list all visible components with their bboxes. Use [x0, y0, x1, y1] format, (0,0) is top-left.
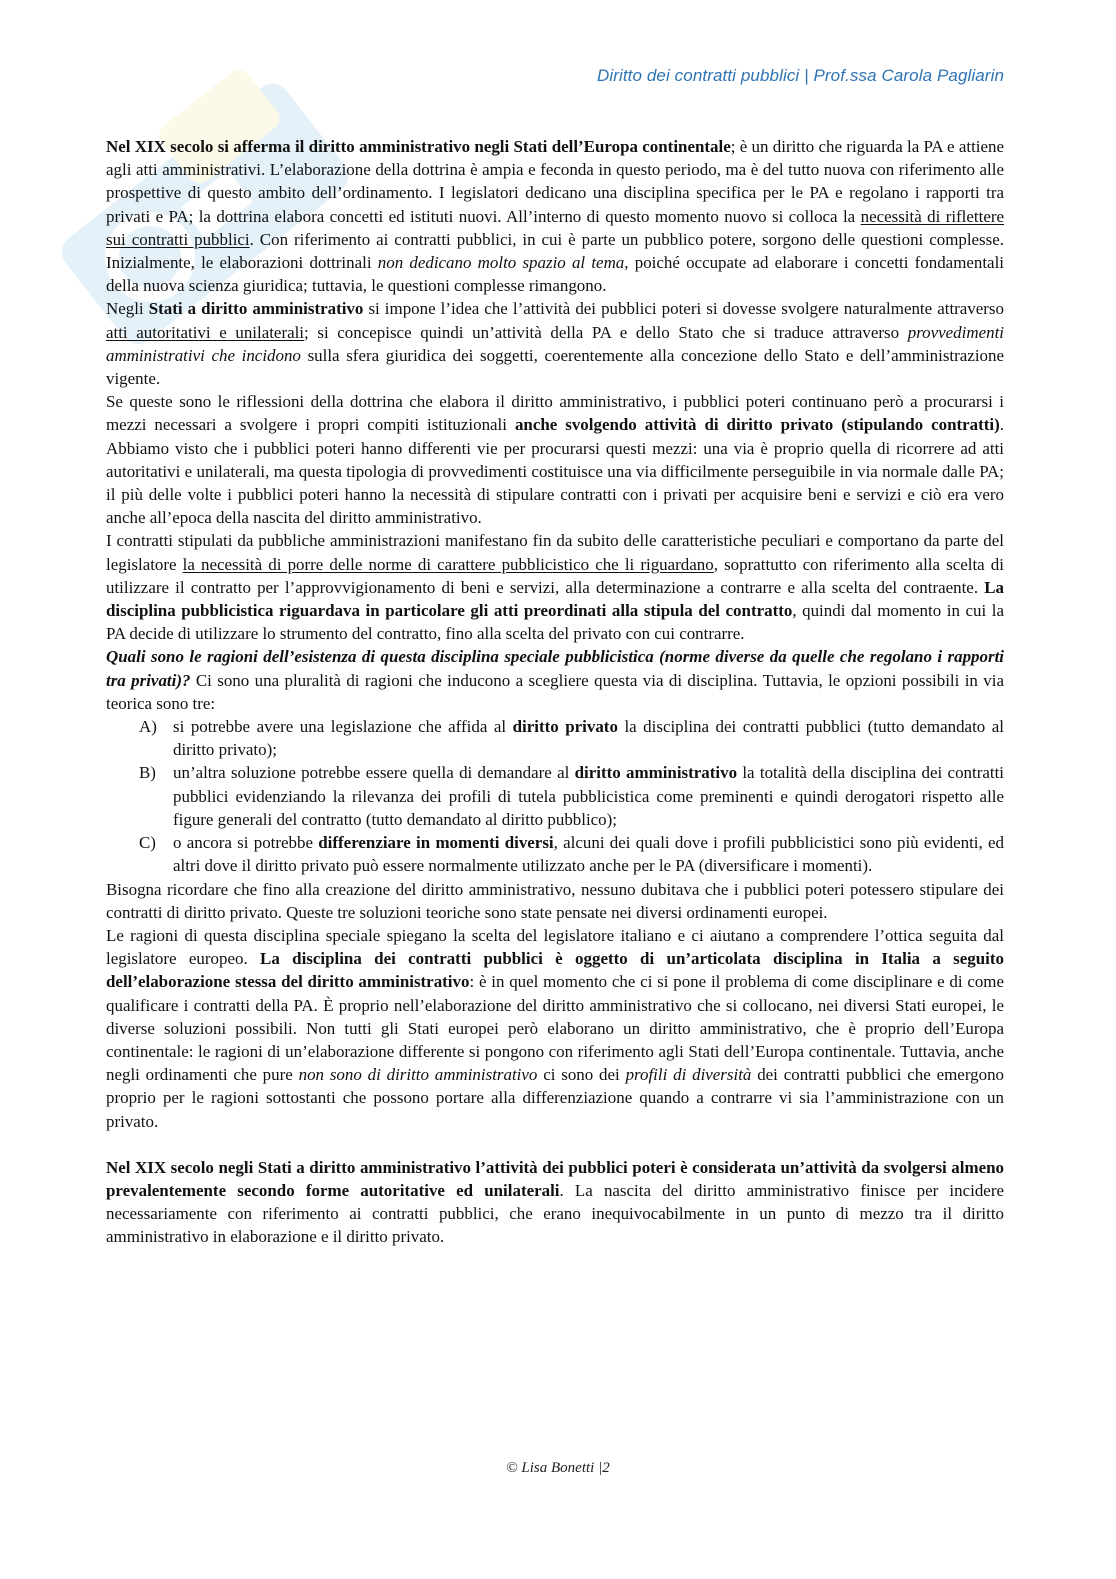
running-header: Diritto dei contratti pubblici | Prof.ssa Carola Pagliarin [596, 66, 1004, 85]
document-body [106, 135, 1004, 1249]
paragraph-1: Nel XIX secolo si afferma il diritto amministrativo negli Stati dell’Europa continentale; è un diritto che riguarda la PA e attiene agli atti amministrativi. L’elaborazione della dottrina è ampia e feconda in questo periodo, ma è del tutto nuova con riferimento alle prospettive di questo ambito dell’ordinamento. I legislatori dedicano una disciplina specifica per le PA e regolano i rapporti tra privati e PA; la dottrina elabora concetti ed istituti nuovi. All’interno di questo momento nuovo si colloca la necessità di riflettere sui contratti pubblici. Con riferimento ai contratti pubblici, in cui è parte un pubblico potere, sorgono delle questioni complesse. Inizialmente, le elaborazioni dottrinali non dedicano molto spazio al tema, poiché occupate ad elaborare i concetti fondamentali della nuova scienza giuridica; tuttavia, le questioni complesse rimangono. [106, 137, 1004, 296]
paragraph-spacer [106, 1133, 1004, 1156]
paragraph-3: Se queste sono le riflessioni della dottrina che elabora il diritto amministrativo, i pubblici poteri continuano però a procurarsi i mezzi necessari a svolgere i propri compiti istituzionali anche svolgendo attività di diritto privato (stipulando contratti). Abbiamo visto che i pubblici poteri hanno differenti vie per procurarsi questi mezzi: una via è proprio quella di ricorrere ad atti autoritativi e unilaterali, ma questa tipologia di provvedimenti costituisce una via difficilmente perseguibile in via normale dalle PA; il più delle volte i pubblici poteri hanno la necessità di stipulare contratti con i privati per acquisire beni e servizi e ciò era vero anche all’epoca della nascita del diritto amministrativo. [106, 392, 1005, 528]
list-marker: B) [139, 763, 156, 783]
list-item: C) o ancora si potrebbe differenziare in momenti diversi, alcuni dei quali dove i profili pubblicistici sono più evidenti, ed altri dove il diritto privato può essere normalmente utilizzato anche per le PA (diversificare i momenti). [139, 833, 1004, 876]
page-footer: © Lisa Bonetti |2 [506, 1460, 610, 1476]
paragraph-6: Bisogna ricordare che fino alla creazione del diritto amministrativo, nessuno dubitava che i pubblici poteri potessero stipulare dei contratti di diritto privato. Queste tre soluzioni teoriche sono state pensate nei diversi ordinamenti europei. [106, 879, 1004, 922]
paragraph-4: I contratti stipulati da pubbliche amministrazioni manifestano fin da subito delle caratteristiche peculiari e comportano da parte del legislatore la necessità di porre delle norme di carattere pubblicistico che li riguardano, soprattutto con riferimento alla scelta di utilizzare il contratto per l’approvvigionamento di beni e servizi, alla determinazione a contrarre e alla scelta del contraente. La disciplina pubblicistica riguardava in particolare gli atti preordinati alla stipula del contratto, quindi dal momento in cui la PA decide di utilizzare lo strumento del contratto, fino alla scelta del privato con cui contrarre. [106, 531, 1004, 644]
paragraph-5-question: Quali sono le ragioni dell’esistenza di questa disciplina speciale pubblicistica (norme diverse da quelle che regolano i rapporti tra privati)? Ci sono una pluralità di ragioni che inducono a scegliere questa via di disciplina. Tuttavia, le opzioni possibili in via teorica sono tre: [106, 647, 1004, 713]
list-item: A) si potrebbe avere una legislazione che affida al diritto privato la disciplina dei contratti pubblici (tutto demandato al diritto privato); [139, 717, 1004, 760]
options-list [106, 715, 1004, 877]
list-marker: A) [139, 717, 157, 737]
paragraph-8: Nel XIX secolo negli Stati a diritto amministrativo l’attività dei pubblici poteri è considerata un’attività da svolgersi almeno prevalentemente secondo forme autoritative ed unilaterali. La nascita del diritto amministrativo finisce per incidere necessariamente con riferimento ai contratti pubblici, che erano inequivocabilmente in un punto di mezzo tra il diritto amministrativo in elaborazione e il diritto privato. [106, 1157, 1004, 1247]
list-item: B) un’altra soluzione potrebbe essere quella di demandare al diritto amministrativo la totalità della disciplina dei contratti pubblici evidenziando la rilevanza dei profili di tutela pubblicistica come preminenti e quindi derogatori rispetto alle figure generali del contratto (tutto demandato al diritto pubblico); [139, 763, 1004, 829]
list-marker: C) [139, 833, 156, 853]
paragraph-7: Le ragioni di questa disciplina speciale spiegano la scelta del legislatore italiano e ci aiutano a comprendere l’ottica seguita dal legislatore europeo. La disciplina dei contratti pubblici è oggetto di un’articolata disciplina in Italia a seguito dell’elaborazione stessa del diritto amministrativo: è in quel momento che ci si pone il problema di come disciplinare e di come qualificare i contratti della PA. È proprio nell’elaborazione del diritto amministrativo che si collocano, nei diversi Stati europei, le diverse soluzioni possibili. Non tutti gli Stati europei però elaborano un diritto amministrativo, che è proprio dell’Europa continentale: le ragioni di un’elaborazione differente si pongono con riferimento agli Stati dell’Europa continentale. Tuttavia, anche negli ordinamenti che pure non sono di diritto amministrativo ci sono dei profili di diversità dei contratti pubblici che emergono proprio per le ragioni sottostanti che possono portare alla differenziazione quando a contrarre vi sia l’amministrazione con un privato. [106, 925, 1005, 1131]
paragraph-2: Negli Stati a diritto amministrativo si impone l’idea che l’attività dei pubblici poteri si dovesse svolgere naturalmente attraverso atti autoritativi e unilaterali; si concepisce quindi un’attività della PA e dello Stato che si traduce attraverso provvedimenti amministrativi che incidono sulla sfera giuridica dei soggetti, coerentemente alla concezione dello Stato e dell’amministrazione vigente. [106, 299, 1004, 389]
